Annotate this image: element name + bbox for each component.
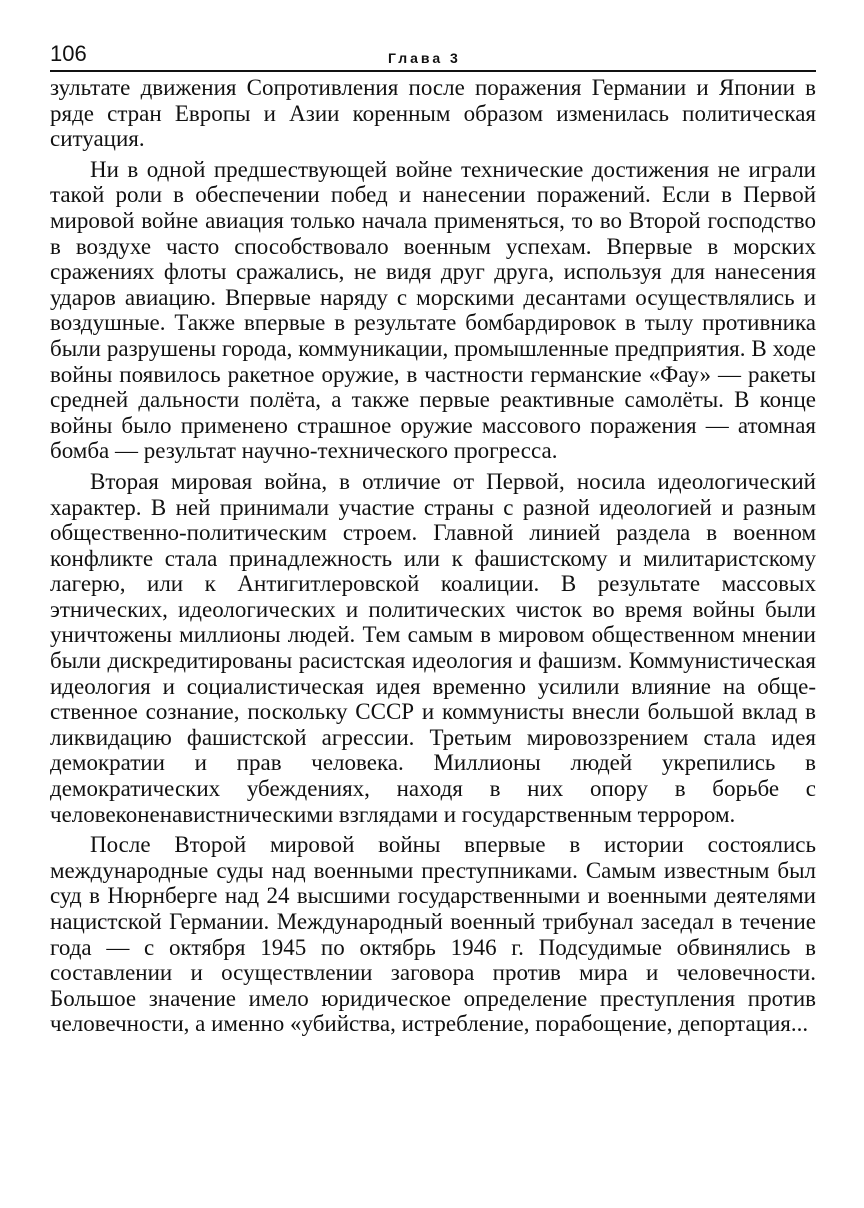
book-page xyxy=(50,40,816,1037)
paragraph-ideology: Вторая мировая война, в отличие от Первой, носила идеологический характер. В ней принимали участие страны с разной идеологией и разным общественно-политическим строем. Главной линией раздела в военном конфликте стала принадлежность или к фашистскому и милитаристскому лагерю, или к Антигитлеровской коалиции. В результате массовых этнических, идеологических и политических чисток во время войны были уничтожены миллионы людей. Тем самым в мировом общественном мнении были дискредитированы расистская идеология и фашизм. Коммунистическая идеология и социалистическая идея временно усилили влияние на общественное сознание, поскольку СССР и коммунисты внесли большой вклад в ликвидацию фашистской агрессии. Третьим мировоззрением стала идея демократии и прав человека. Миллионы людей укрепились в демократических убеждениях, находя в них опору в борьбе с человеконенавистническими взглядами и государственным террором. xyxy=(50,468,816,827)
paragraph-continuation: зультате движения Сопротивления после поражения Германии и Японии в ряде стран Европы и Азии коренным образом изменилась политическая ситуация. xyxy=(50,75,816,152)
page-header xyxy=(50,40,816,72)
page-number: 106 xyxy=(50,41,87,66)
chapter-title: Глава 3 xyxy=(388,50,461,66)
paragraph-technology: Ни в одной предшествующей войне технические достижения не играли такой роли в обеспечении побед и нанесении поражений. Если в Первой мировой войне авиация только начала применяться, то во Второй господство в воздухе часто способствовало военным успехам. Впервые в морских сражениях флоты сражались, не видя друг друга, используя для нанесения ударов авиацию. Впервые наряду с морскими десантами осуществлялись и воздушные. Также впервые в результате бомбардировок в тылу противника были разрушены города, коммуникации, промышленные предприятия. В ходе войны появилось ракетное оружие, в частности германские «Фау» — ракеты средней дальности полёта, а также первые реактивные самолёты. В конце войны было применено страшное оружие массового поражения — атомная бомба — результат научно-технического прогресса. xyxy=(50,156,816,464)
body-text xyxy=(50,72,816,1037)
paragraph-tribunals: После Второй мировой войны впервые в истории состоялись международные суды над военными преступниками. Самым известным был суд в Нюрнберге над 24 высшими государственными и военными деятелями нацистской Германии. Международный военный трибунал заседал в течение года — с октября 1945 по октябрь 1946 г. Подсудимые обвинялись в составлении и осуществлении заговора против мира и человечности. Большое значение имело юридическое определение преступления против человечности, а именно «убийства, истребление, порабощение, депортация... xyxy=(50,832,816,1037)
